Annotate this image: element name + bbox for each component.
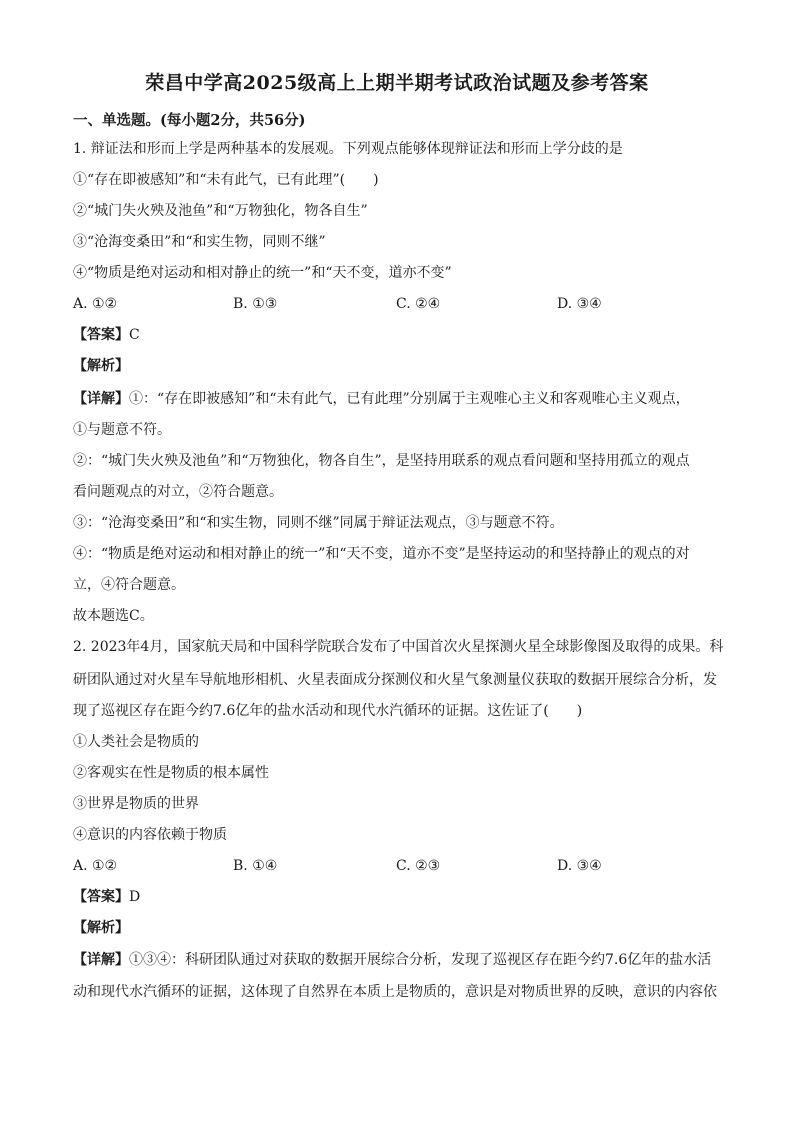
q1-option-d: D. ③④ bbox=[557, 296, 602, 312]
q2-option-d: D. ③④ bbox=[557, 858, 602, 874]
detail-text: ①：“存在即被感知”和“未有此气，已有此理”分别属于主观唯心主义和客观唯心主义观点， bbox=[129, 391, 690, 407]
detail-tag: 【详解】 bbox=[73, 391, 129, 407]
q1-item-3: ③“沧海变桑田”和“和实生物，同则不继” bbox=[73, 234, 326, 250]
q1-item-4: ④“物质是绝对运动和相对静止的统一”和“天不变，道亦不变” bbox=[73, 265, 452, 281]
q2-detail-line-1 bbox=[73, 950, 711, 970]
q2-detail-line-2: 动和现代水汽循环的证据，这体现了自然界在本质上是物质的，意识是对物质世界的反映，意识的内容依 bbox=[73, 984, 717, 1000]
q2-stem-line-3: 现了巡视区存在距今约7.6亿年的盐水活动和现代水汽循环的证据。这佐证了( ) bbox=[73, 703, 583, 719]
q2-answer bbox=[73, 887, 140, 907]
q1-answer bbox=[73, 325, 140, 345]
q1-item-1: ①“存在即被感知”和“未有此气，已有此理”( ) bbox=[73, 172, 379, 188]
q1-analysis-tag bbox=[73, 356, 129, 376]
q1-option-c: C. ②④ bbox=[396, 296, 441, 312]
q2-item-3: ③世界是物质的世界 bbox=[73, 796, 199, 812]
detail-tag: 【详解】 bbox=[73, 952, 129, 968]
q2-option-c: C. ②③ bbox=[396, 858, 441, 874]
q1-option-b: B. ①③ bbox=[233, 296, 278, 312]
q2-item-4: ④意识的内容依赖于物质 bbox=[73, 827, 227, 843]
q2-option-a: A. ①② bbox=[73, 858, 118, 874]
q1-option-a: A. ①② bbox=[73, 296, 118, 312]
q1-detail-line-5: ③：“沧海变桑田”和“和实生物，同则不继”同属于辩证法观点，③与题意不符。 bbox=[73, 515, 564, 531]
q2-item-1: ①人类社会是物质的 bbox=[73, 734, 199, 750]
q1-conclusion: 故本题选C。 bbox=[73, 608, 154, 624]
q1-stem: 1. 辩证法和形而上学是两种基本的发展观。下列观点能够体现辩证法和形而上学分歧的是 bbox=[73, 141, 623, 157]
q2-stem-line-2: 研团队通过对火星车导航地形相机、火星表面成分探测仪和火星气象测量仪获取的数据开展综合分析，发 bbox=[73, 672, 717, 688]
answer-tag: 【答案】 bbox=[73, 327, 129, 343]
document-title: 荣昌中学高2025级高上上期半期考试政治试题及参考答案 bbox=[145, 72, 649, 94]
q1-detail-line-3: ②：“城门失火殃及池鱼”和“万物独化，物各自生”，是坚持用联系的观点看问题和坚持用孤立的观点 bbox=[73, 453, 690, 469]
q1-detail-line-2: ①与题意不符。 bbox=[73, 422, 171, 438]
answer-value: D bbox=[129, 889, 141, 905]
q1-item-2: ②“城门失火殃及池鱼”和“万物独化，物各自生” bbox=[73, 203, 368, 219]
q1-detail-line-1 bbox=[73, 389, 690, 409]
analysis-tag: 【解析】 bbox=[73, 358, 129, 374]
answer-tag: 【答案】 bbox=[73, 889, 129, 905]
analysis-tag: 【解析】 bbox=[73, 920, 129, 936]
q2-option-b: B. ①④ bbox=[233, 858, 278, 874]
q2-stem-line-1: 2. 2023年4月，国家航天局和中国科学院联合发布了中国首次火星探测火星全球影像图及取得的成果。科 bbox=[73, 639, 724, 655]
answer-value: C bbox=[129, 327, 140, 343]
section-heading: 一、单选题。(每小题2分，共56分) bbox=[73, 112, 306, 129]
q2-item-2: ②客观实在性是物质的根本属性 bbox=[73, 765, 269, 781]
q1-detail-line-6: ④：“物质是绝对运动和相对静止的统一”和“天不变，道亦不变”是坚持运动的和坚持静止的观点的对 bbox=[73, 546, 690, 562]
q2-analysis-tag bbox=[73, 918, 129, 938]
q1-detail-line-7: 立，④符合题意。 bbox=[73, 577, 185, 593]
q1-detail-line-4: 看问题观点的对立，②符合题意。 bbox=[73, 484, 283, 500]
detail-text: ①③④：科研团队通过对获取的数据开展综合分析，发现了巡视区存在距今约7.6亿年的盐水活 bbox=[129, 952, 712, 968]
